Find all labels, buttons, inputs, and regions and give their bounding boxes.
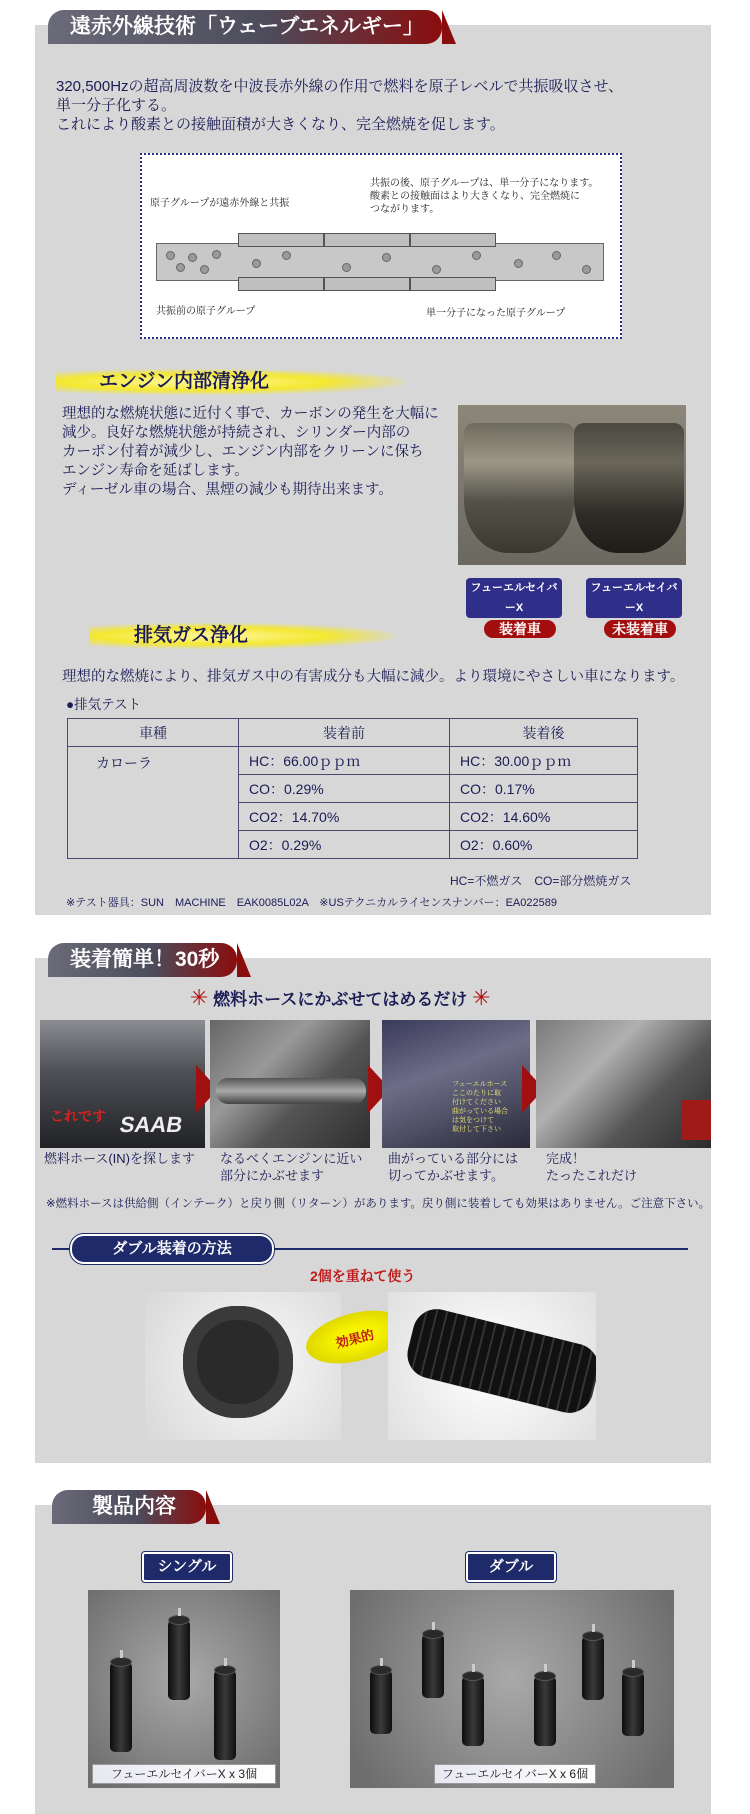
double-subtitle: 2個を重ねて使う (310, 1268, 416, 1284)
step3-overlay-line: 付けてください (452, 1099, 501, 1106)
diagram-label-bottom-right: 単一分子になった原子グループ (426, 308, 566, 319)
tab-install: 装着簡単！30秒 (48, 943, 237, 977)
table-cell: CO2：14.60% (450, 803, 638, 831)
diagram-label-top-right-2: 酸素との接触面はより大きくなり、完全燃焼に (370, 191, 580, 202)
step3-overlay-line: フューエルホース (452, 1081, 508, 1088)
badge-not-installed-product: フューエルセイバーX (590, 582, 678, 614)
install-subtitle (190, 986, 520, 1012)
engine-text (62, 405, 442, 500)
molecule-dot (472, 251, 481, 260)
double-label: ダブル (466, 1552, 556, 1582)
step1-overlay-text: これです (50, 1108, 106, 1124)
single-product-photo (88, 1590, 280, 1788)
tab-wave-energy: 遠赤外線技術「ウェーブエネルギー」 (48, 10, 442, 44)
saver-cylinder (582, 1636, 604, 1700)
engine-text-1: 理想的な燃焼状態に近付く事で、カーボンの発生を大幅に (62, 406, 439, 422)
saver-ring-3-top (410, 233, 496, 247)
single-product-label: フューエルセイバーX x 3個 (92, 1764, 276, 1784)
intro-line-2: 単一分子化する。 (56, 97, 177, 114)
molecule-dot (514, 259, 523, 268)
engine-text-5: ディーゼル車の場合、黒煙の減少も期待出来ます。 (62, 482, 393, 498)
double-saver (402, 1304, 596, 1418)
table-header-row (68, 719, 638, 747)
step2-caption-line: 部分にかぶせます (220, 1168, 325, 1183)
piston-photo (458, 405, 686, 565)
diagram-label-top-left: 原子グループが遠赤外線と共振 (150, 198, 290, 209)
fuel-hose (216, 1078, 366, 1104)
diagram-label-top-right (370, 177, 620, 216)
step3-photo (382, 1020, 530, 1148)
badge-not-installed (586, 578, 682, 637)
step4-caption-line: たったこれだけ (546, 1168, 638, 1183)
exhaust-test-label: ●排気テスト (66, 697, 142, 712)
molecule-dot (188, 253, 197, 262)
tab-contents: 製品内容 (52, 1490, 206, 1524)
molecule-dot (212, 250, 221, 259)
saver-cylinder (534, 1676, 556, 1746)
step2-caption-line: なるべくエンジンに近い (220, 1151, 363, 1166)
saver-cylinder (370, 1670, 392, 1734)
piston-dirty (574, 423, 684, 553)
table-cell: O2：0.60% (450, 831, 638, 859)
badge-installed-label: 装着車 (484, 620, 556, 638)
exhaust-text: 理想的な燃焼により、排気ガス中の有害成分も大幅に減少。より環境にやさしい車になります。 (62, 669, 685, 685)
molecule-dot (166, 251, 175, 260)
single-label: シングル (142, 1552, 232, 1582)
step3-overlay-line: 取付して下さい (452, 1126, 501, 1133)
step2-caption (220, 1150, 362, 1184)
saver-cylinder (462, 1676, 484, 1746)
exhaust-footnote: ※テスト器具：SUN MACHINE EAK0085L02A ※USテクニカルライセンスナンバー：EA022589 (66, 897, 557, 909)
sparkle-icon: ✳ (472, 985, 491, 1010)
engine-text-3: カーボン付着が減少し、エンジン内部をクリーンに保ち (62, 444, 424, 460)
sparkle-icon: ✳ (190, 985, 209, 1010)
saver-cylinder (168, 1620, 190, 1700)
step3-caption-line: 曲がっている部分には (388, 1151, 519, 1166)
saver-cylinder (214, 1670, 236, 1760)
exhaust-legend: HC=不燃ガス CO=部分燃焼ガス (450, 874, 632, 888)
resonance-diagram (140, 153, 622, 339)
step4-caption-line: 完成！ (546, 1151, 586, 1166)
table-cell: CO：0.29% (239, 775, 450, 803)
double-saver-photo (388, 1292, 596, 1440)
saver-ring-3-bottom (410, 277, 496, 291)
table-header: 装着後 (450, 719, 638, 747)
step3-overlay-line: は気をつけて (452, 1117, 494, 1124)
step2-photo (210, 1020, 370, 1148)
diagram-label-top-right-1: 共振の後、原子グループは、単一分子になります。 (370, 178, 599, 189)
saver-ring-1-top (238, 233, 324, 247)
molecule-dot (552, 251, 561, 260)
table-cell: CO2：14.70% (239, 803, 450, 831)
exhaust-heading: 排気ガス浄化 (90, 623, 394, 649)
effect-text: 効果的 (334, 1326, 376, 1351)
table-header: 装着前 (239, 719, 450, 747)
diagram-label-bottom-left: 共振前の原子グループ (156, 306, 256, 317)
saver-ring-2-bottom (324, 277, 410, 291)
step1-caption (44, 1150, 195, 1167)
intro-text (56, 77, 696, 134)
step1-photo (40, 1020, 205, 1148)
step3-overlay-text (452, 1080, 508, 1134)
badge-not-installed-label: 未装着車 (604, 620, 676, 638)
table-cell: HC：66.00ｐｐｍ (239, 747, 450, 775)
step4-caption (546, 1150, 637, 1184)
badge-installed (466, 578, 562, 637)
double-heading: ダブル装着の方法 (70, 1234, 274, 1264)
engine-text-4: エンジン寿命を延ばします。 (62, 463, 249, 479)
diagram-label-top-right-3: つながります。 (370, 204, 440, 215)
saver-cylinder (110, 1662, 132, 1752)
fuel-tube (156, 243, 604, 281)
ring-end (183, 1306, 293, 1418)
molecule-dot (342, 263, 351, 272)
badge-installed-product: フューエルセイバーX (470, 582, 558, 614)
double-product-photo (350, 1590, 674, 1788)
molecule-dot (382, 253, 391, 262)
install-subtitle-text: 燃料ホースにかぶせてはめるだけ (213, 990, 468, 1009)
ring-end-photo (145, 1292, 341, 1440)
install-note: ※燃料ホースは供給側（インテーク）と戻り側（リターン）があります。戻り側に装着しても効果はありません。ご注意下さい。 (46, 1198, 711, 1210)
table-row (68, 747, 638, 775)
saver-ring-1-bottom (238, 277, 324, 291)
molecule-dot (252, 259, 261, 268)
molecule-dot (200, 265, 209, 274)
step4-photo (536, 1020, 711, 1148)
step1-caption-line: 燃料ホース(IN)を探します (44, 1151, 196, 1166)
step3-caption-line: 切ってかぶせます。 (388, 1168, 504, 1183)
molecule-dot (282, 251, 291, 260)
engine-text-2: 減少。良好な燃焼状態が持続され、シリンダー内部の (62, 425, 411, 441)
engine-heading: エンジン内部清浄化 (55, 369, 404, 395)
double-product-label: フューエルセイバーX x 6個 (434, 1764, 596, 1784)
piston-clean (464, 423, 574, 553)
table-cell: CO：0.17% (450, 775, 638, 803)
exhaust-test-table (67, 718, 638, 859)
intro-line-3: これにより酸素との接触面積が大きくなり、完全燃焼を促します。 (56, 116, 505, 133)
saver-ring-2-top (324, 233, 410, 247)
molecule-dot (432, 265, 441, 274)
step3-overlay-line: ここのたりに取 (452, 1090, 501, 1097)
car-logo: SAAB (117, 1112, 185, 1137)
engine-red-part (681, 1100, 711, 1140)
table-header: 車種 (68, 719, 239, 747)
saver-cylinder (422, 1634, 444, 1698)
table-cell: HC：30.00ｐｐｍ (450, 747, 638, 775)
table-cell-car: カローラ (68, 747, 239, 859)
saver-cylinder (622, 1672, 644, 1736)
step3-caption (388, 1150, 518, 1184)
intro-line-1: 320,500Hzの超高周波数を中波長赤外線の作用で燃料を原子レベルで共振吸収させ、 (56, 78, 624, 95)
table-cell: O2：0.29% (239, 831, 450, 859)
molecule-dot (582, 265, 591, 274)
molecule-dot (176, 263, 185, 272)
step3-overlay-line: 曲がっている場合 (452, 1108, 508, 1115)
